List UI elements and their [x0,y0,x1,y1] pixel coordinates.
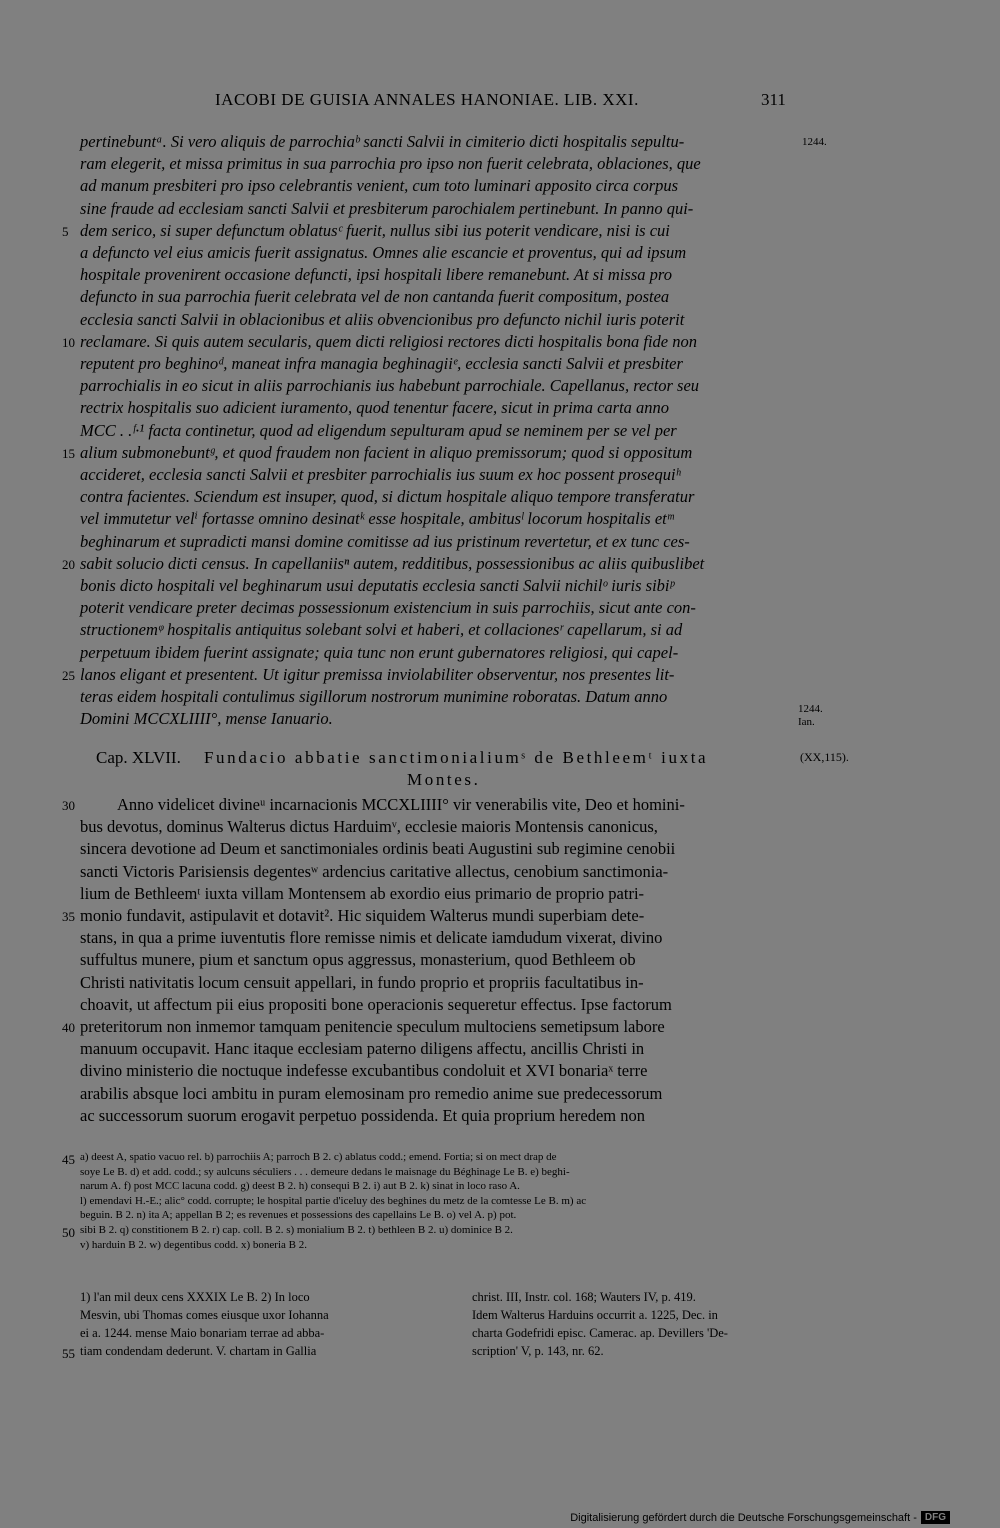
body-line: Anno videlicet divineᵘ incarnacionis MCCXLIIII° vir venerabilis vite, Deo et homini- [117,795,685,814]
note-line: christ. III, Instr. col. 168; Wauters IV, p. 419. [472,1290,696,1304]
credit-text: Digitalisierung gefördert durch die Deutsche Forschungsgemeinschaft - [570,1511,917,1524]
body-line: manuum occupavit. Hanc itaque ecclesiam paterno diligens affectu, ancillis Christi in [80,1039,645,1059]
text-line: pertinebuntᵃ. Si vero aliquis de parrochiaᵇ sancti Salvii in cimiterio dicti hospitalis sepultu- [80,132,685,151]
chapter-label: Cap. XLVII. [96,748,181,767]
body-line: sincera devotione ad Deum et sanctimoniales ordinis beati Augustini sub regimine cenobii [80,839,676,859]
note-line: charta Godefridi episc. Camerac. ap. Devillers 'De- [472,1326,728,1340]
text-line: lanos eligant et presentent. Ut igitur premissa inviolabiliter observentur, nos presentes lit- [80,664,675,684]
text-line: ecclesia sancti Salvii in oblacionibus et aliis obvencionibus pro defuncto nichil iuris poterit [80,309,685,329]
footnote-line: sibi B 2. q) constitionem B 2. r) cap. coll. B 2. s) monialium B 2. t) bethleen B 2. u) dominice B 2. [80,1224,513,1236]
body-line: monio fundavit, astipulavit et dotavit². Hic siquidem Walterus mundi superbiam dete- [80,906,645,925]
text-line: Domini MCCXLIIII°, mense Ianuario. [80,709,333,729]
note-line: ei a. 1244. mense Maio bonariam terrae ad abba- [80,1326,325,1340]
dfg-logo: DFG [921,1511,950,1524]
text-line: ad manum presbiteri pro ipso celebrantis venient, cum toto luminari apposito circa corpus [80,176,679,196]
text-line: defuncto in sua parrochia fuerit celebrata vel de non cantanda fuerit compositum, postea [80,287,670,307]
footnote-line: beguin. B 2. n) ita A; appellan B 2; es revenues et possessions des capellains Le B. o) vel A. p) pot. [80,1209,517,1222]
text-line: ram elegerit, et missa primitus in sua parrochia pro ipso non fuerit celebrata, oblaciones, que [80,154,701,174]
text-line: perpetuum ibidem fuerint assignate; quia tunc non erunt gubernatores religiosi, qui capel- [80,642,679,662]
text-line: MCC . .ᶠ·¹ facta continetur, quod ad eligendum sepulturam apud se neminem per se vel per [80,420,677,440]
line-number: 20 [62,556,75,572]
body-line: Christi nativitatis locum censuit appellari, in fundo proprio et propriis facultatibus in- [80,972,644,992]
margin-year-note: 1244. [802,136,827,148]
page-number: 311 [761,90,786,109]
body-line: suffultus munere, pium et sanctum opus aggressus, monasterium, quod Bethleem ob [80,950,636,970]
body-line: stans, in qua a prime iuventutis flore remisse nimis et delicate iamdudum vixerat, divino [80,928,663,948]
running-title: IACOBI DE GUISIA ANNALES HANONIAE. LIB. XXI. [215,90,639,109]
text-line: alium submonebuntᵍ, et quod fraudem non facient in aliquo premissorum; quod si oppositum [80,442,693,462]
line-number: 45 [62,1152,75,1167]
line-number: 5 [62,223,69,239]
body-line: arabilis absque loci ambitu in puram elemosinam pro remedio anime sue predecessorum [80,1083,663,1103]
margin-year-note: 1244. [798,703,823,715]
text-line: parrochialis in eo sicut in aliis parrochianis ius habebunt parrochiale. Capellanus, rector seu [80,376,700,396]
note-line: Idem Walterus Harduins occurrit a. 1225, Dec. in [472,1308,718,1322]
body-line: preteritorum non inmemor tamquam penitencie speculum multociens semetipsum labore [80,1017,665,1036]
line-number: 35 [62,909,75,924]
text-line: sine fraude ad ecclesiam sancti Salvii et presbiterum parochialem pertinebunt. In panno qui- [80,198,694,218]
line-number: 10 [62,334,75,350]
body-line: sancti Victoris Parisiensis degentesʷ ardencius caritative allectus, cenobium sanctimonia- [80,861,669,881]
body-line: lium de Bethleemᵗ iuxta villam Montensem ab exordio eius primario de proprio patri- [80,883,645,903]
line-number: 25 [62,667,75,683]
text-line: beghinarum et supradicti mansi domine comitisse ad ius pristinum revertetur, et ex tunc ces- [80,531,690,551]
text-line: bonis dicto hospitali vel beghinarum usui deputatis ecclesia sancti Salvii nichilᵒ iuris sibiᵖ [80,576,675,595]
body-line: choavit, ut affectum pii eius propositi bone operacionis sequeretur effectus. Ipse factorum [80,994,672,1014]
body-line: ac successorum suorum erogavit perpetuo possidenda. Et quia proprium heredem non [80,1105,645,1125]
line-number: 40 [62,1020,75,1035]
digitization-credit [570,1511,950,1524]
text-line: vel immutetur velⁱ fortasse omnino desinatᵏ esse hospitale, ambitusˡ locorum hospitalis etᵐ [80,509,674,529]
line-number: 30 [62,798,75,813]
line-number: 55 [62,1346,75,1361]
text-line: dem serico, si super defunctum oblatusᶜ fuerit, nullus sibi ius poterit vendicare, nisi is cui [80,220,670,240]
text-line: poterit vendicare preter decimas possessionum existencium in suis parrochiis, sicut ante con- [80,598,696,618]
text-line: hospitale provenirent occasione defuncti, ipsi hospitali libere remanebunt. At si missa pro [80,265,672,285]
note-line: tiam condendam dederunt. V. chartam in Gallia [80,1344,317,1358]
text-line: teras eidem hospitali contulimus sigillorum nostrorum munimine roboratas. Datum anno [80,687,668,706]
text-line: sabit solucio dicti census. In capellaniisⁿ autem, redditibus, possessionibus ac aliis quibuslibet [80,553,705,573]
note-line: scription' V, p. 143, nr. 62. [472,1344,604,1358]
footnote-line: v) harduin B 2. w) degentibus codd. x) boneria B 2. [80,1238,307,1251]
body-line: divino ministerio die noctuque indefesse excubantibus condoluit et XVI bonariaˣ terre [80,1061,648,1081]
text-line: reclamare. Si quis autem secularis, quem dicti religiosi rectores dicti hospitalis bona fide non [80,331,698,351]
chapter-title-continued: Montes. [407,770,481,789]
note-line: Mesvin, ubi Thomas comes eiusque uxor Iohanna [80,1308,329,1322]
note-line: 1) l'an mil deux cens XXXIX Le B. 2) In loco [80,1290,310,1304]
chapter-reference: (XX,115). [800,750,849,764]
footnote-line: a) deest A, spatio vacuo rel. b) parrochiis A; parroch B 2. c) ablatus codd.; emend. Fortia; si on mect drap de [80,1151,557,1163]
text-line: rectrix hospitalis suo adicient iuramento, quod tenentur facere, sicut in prima carta anno [80,398,670,418]
text-line: structionemᵠ hospitalis antiquitus solebant solvi et haberi, et collacionesʳ capellarum, si ad [80,620,683,640]
margin-month-note: Ian. [798,716,815,728]
chapter-title: Fundacio abbatie sanctimonialiumˢ de Bethleemᵗ iuxta [204,748,709,767]
footnote-line: soye Le B. d) et add. codd.; sy aulcuns séculiers . . . demeure dedans le maisnage du Béghinage Le B. e) beghi- [80,1165,570,1178]
text-line: a defuncto vel eius amicis fuerit assignatus. Omnes alie escancie et proventus, qui ad ipsum [80,243,687,262]
page-header [0,90,1000,112]
text-line: reputent pro beghinoᵈ, maneat infra managia beghinagiiᵉ, ecclesia sancti Salvii et presbiter [80,354,683,373]
footnote-line: narum A. f) post MCC lacuna codd. g) deest B 2. h) consequi B 2. i) aut B 2. k) sinat in loco raso A. [80,1180,520,1193]
line-number: 50 [62,1225,75,1240]
text-line: contra facientes. Sciendum est insuper, quod, si dictum hospitale aliquo tempore transferatur [80,487,695,507]
line-number: 15 [62,445,75,461]
footnote-line: l) emendavi H.-E.; alic° codd. corrupte; le hospital partie d'iceluy des beghines du metz de la comtesse Le B. m) ac [80,1194,587,1207]
text-line: accideret, ecclesia sancti Salvii et presbiter parrochialis ius suum ex hoc possent prosequiʰ [80,465,681,484]
body-line: bus devotus, dominus Walterus dictus Harduimᵛ, ecclesie maioris Montensis canonicus, [80,817,658,837]
